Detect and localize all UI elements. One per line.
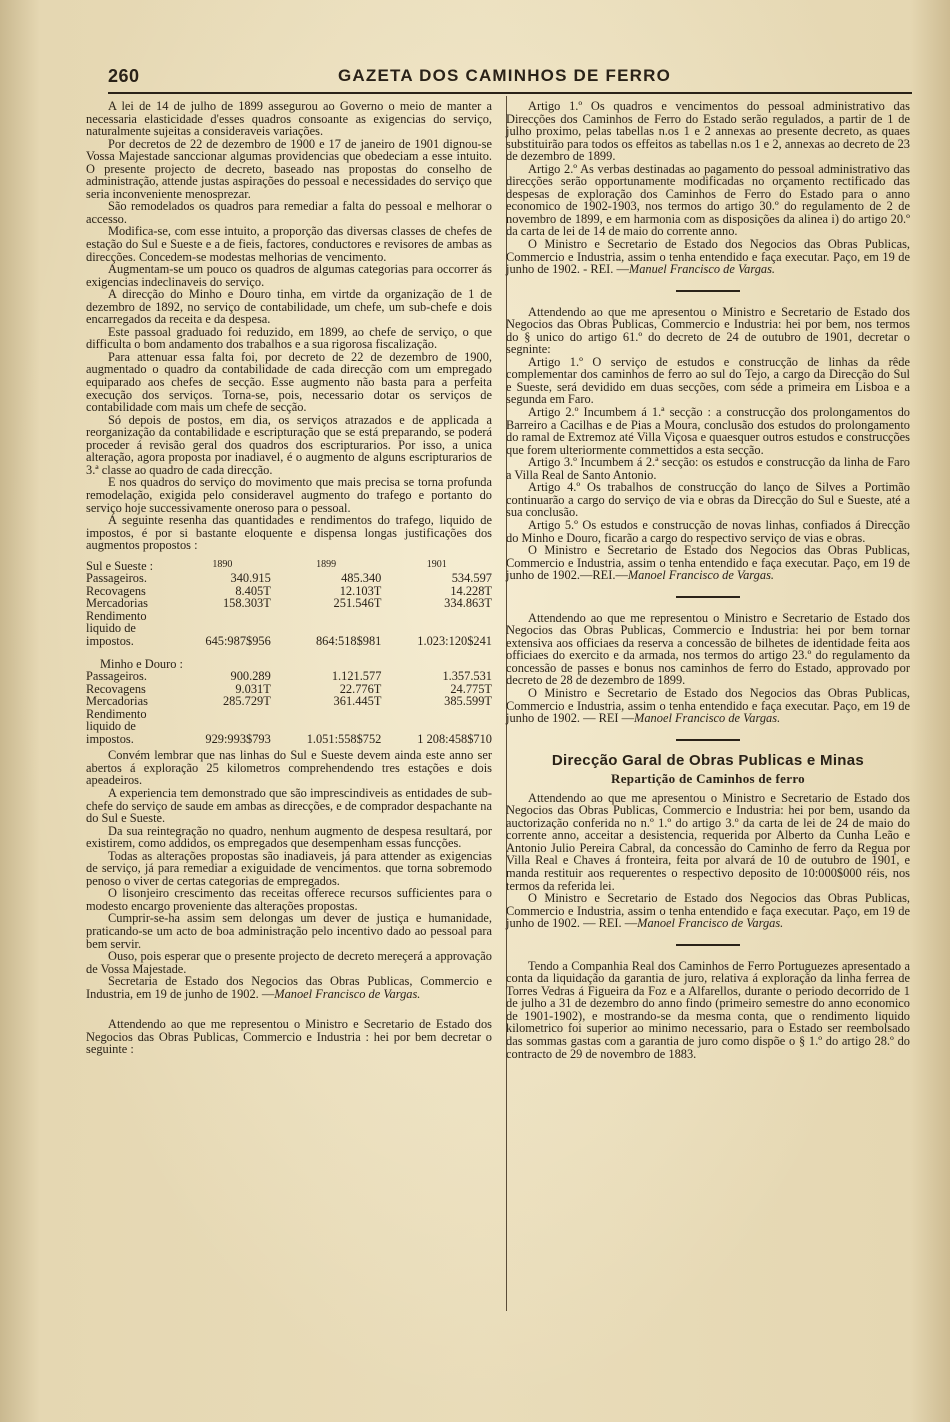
row-label: Rendimento liquido de impostos. <box>86 608 147 648</box>
table-cell: 9.031T <box>235 681 271 696</box>
paragraph: Attendendo ao que me apresentou o Ministro e Secretario de Estado dos Negocios das Obras Publicas, Commercio e Industria: hei por bem, nos termos do § unico do artigo 61.º do decreto de 24 de outubro de 1901, decretar o segninte: <box>506 304 910 357</box>
table-cell: 285.729T <box>222 694 271 709</box>
table-cell: 1.023:120$241 <box>417 633 492 648</box>
separator-rule <box>676 596 740 598</box>
table-cell: 12.103T <box>339 583 382 598</box>
table-row <box>86 695 492 708</box>
paragraph: Da sua reintegração no quadro, nenhum augmento de despesa resultará, por existirem, como addidos, os empregados que desempenham essas funcções. <box>86 823 492 851</box>
paragraph: Convém lembrar que nas linhas do Sul e Sueste devem ainda este anno ser abertos á exploração 25 kilometros comprehendendo tres estações e dois apeadeiros. <box>86 748 492 788</box>
table-row <box>86 597 492 610</box>
separator-rule <box>676 290 740 292</box>
table-section-title: Minho e Douro : <box>100 656 183 671</box>
header-rule <box>108 92 912 94</box>
paragraph <box>506 544 910 582</box>
row-label: Mercadorias <box>86 596 148 611</box>
paragraph-text: O Ministro e Secretario de Estado dos Negocios das Obras Publicas, Commercio e Industria, assim o tenha entendido e faça executar. Paço, em 19 de junho de 1902. — REI — <box>506 685 910 726</box>
paragraph: Artigo 5.º Os estudos e construcção de novas linhas, confiados á Direcção do Minho e Douro, ficarão a cargo do respectivo serviço de vias e obras. <box>506 517 910 545</box>
row-label: Recovagens <box>86 681 146 696</box>
table-cell: 340.915 <box>230 571 271 586</box>
table-section-title: Sul e Sueste : <box>86 558 154 573</box>
paragraph: Artigo 2.º Incumbem á 1.ª secção : a construcção dos prolongamentos do Barreiro a Cacilhas e de Pias a Moura, conclusão dos estudos do prolongamento do ramal de Extremoz até Villa Viçosa e quaesquer outros estudos e construcções que forem ulteriormente commettidos a esta secção. <box>506 405 910 457</box>
paragraph: Só depois de postos, em dia, os serviços atrazados e de applicada a reorganização da contabilidade e escripturação que se está preparando, se poderá proceder á revisão geral dos quadros dos escripturarios. Por isso, a unica alteração, agora proposta por inadiavel, é o augmento de alguns escripturarios de 3.ª classe ao quadro de cada direcção. <box>86 412 492 477</box>
table-cell: 385.599T <box>444 694 492 709</box>
table-cell: 22.776T <box>339 681 382 696</box>
paragraph <box>506 892 910 930</box>
paragraph: Artigo 3.º Incumbem á 2.ª secção: os estudos e construcção da linha de Faro a Villa Real de Santo Antonio. <box>506 455 910 482</box>
paragraph: A lei de 14 de julho de 1899 assegurou ao Governo o meio de manter a necessaria elasticidade d'esses quadros consoante as exigencias do serviço, naturalmente sujeitas a consideraveis variações. <box>86 99 492 139</box>
row-label: Recovagens <box>86 583 146 598</box>
paragraph: O lisonjeiro crescimento das receitas offerece recursos sufficientes para o modesto encargo proveniente das alterações propostas. <box>86 886 492 913</box>
table-cell: 929:993$793 <box>205 731 271 746</box>
paragraph: Por decretos de 22 de dezembro de 1900 e 17 de janeiro de 1901 dignou-se Vossa Majestade sanccionar algumas providencias que obedeciam a esse intuito. O presente projecto de decreto, baseado nas propostas do conselho de administração, attende justas aspirações do pessoal e necessidades do serviço que seria inconveniente menosprezar. <box>86 136 492 201</box>
journal-title: GAZETA DOS CAMINHOS DE FERRO <box>338 66 671 85</box>
table-row <box>86 572 492 585</box>
row-label: Mercadorias <box>86 694 148 709</box>
paragraph: Modifica-se, com esse intuito, a proporção das diversas classes de chefes de estação do Sul e Sueste e a de fieis, factores, conductores e revisores de ambas as direcções. Concedem-se modestas melhorias de vencimento. <box>86 224 492 264</box>
paragraph: A experiencia tem demonstrado que são imprescindiveis as entidades de sub-chefe do serviço de saude em ambas as direcções, e de comprador despachante na do Sul e Sueste. <box>86 785 492 826</box>
separator-rule <box>676 944 740 946</box>
section-heading: Direcção Garal de Obras Publicas e Minas <box>551 751 865 769</box>
table-cell: 14.228T <box>450 583 492 598</box>
signature: Manoel Francisco de Vargas. <box>627 568 774 583</box>
sub-heading: Repartição de Caminhos de ferro <box>611 771 805 787</box>
paragraph: A seguinte resenha das quantidades e rendimentos do trafego, liquido de impostos, é por si bastante eloquente e dispensa longas justificações dos augmentos propostos : <box>86 513 492 553</box>
paragraph-text: O Ministro e Secretario de Estado dos Negocios das Obras Publicas, Commercio e Industria, assim o tenha entendido e faça executar. Paço, em 19 de junho de 1902. — REI. — <box>506 891 910 931</box>
table-cell: 534.597 <box>451 571 492 586</box>
paragraph <box>506 238 910 276</box>
paragraph: Artigo 1.º O serviço de estudos e construcção de linhas da rêde complementar dos caminhos de ferro ao sul do Tejo, a cargo da Direcção do Sul e Sueste, será devidido em duas secções, com séde a primeira em Lisboa e a segunda em Faro. <box>506 354 910 407</box>
table-cell: 8.405T <box>235 583 271 598</box>
table-cell: 251.546T <box>333 596 382 611</box>
right-column <box>506 100 910 1060</box>
paragraph: A direcção do Minho e Douro tinha, em virtde da organização de 1 de dezembro de 1892, no serviço de contabilidade, um chefe, um sub-chefe e dois encarregados da receita e da despesa. <box>86 287 492 327</box>
signature: Manuel Francisco de Vargas. <box>628 262 776 277</box>
paragraph <box>506 687 910 725</box>
traffic-table <box>86 558 492 746</box>
table-cell: 24.775T <box>450 681 492 696</box>
table-cell: 158.303T <box>222 596 271 611</box>
table-cell: 1 208:458$710 <box>417 731 492 746</box>
table-row <box>86 610 492 648</box>
page-number: 260 <box>108 66 140 86</box>
table-cell: 1.051:558$752 <box>306 731 382 746</box>
signature: Manoel Francisco de Vargas. <box>634 711 781 726</box>
left-column <box>86 100 492 1056</box>
row-label: Rendimento liquido de impostos. <box>86 706 147 746</box>
paragraph: Attendendo ao que me representou o Ministro e Secretario de Estado dos Negocios das Obras Publicas, Commercio e Industria : hei por bem decretar o seguinte : <box>86 1017 492 1057</box>
paragraph: Todas as alterações propostas são inadiaveis, já para attender as exigencias de serviço, já para remediar a exiguidade de vencimentos. que torna sobremodo penoso o viver de certas categorias de empregados. <box>86 848 492 888</box>
paragraph: Artigo 1.º Os quadros e vencimentos do pessoal administrativo das Direcções dos Caminhos de Ferro do Estado serão regulados, a partir de 1 de julho proximo, pelas tabellas n.os 1 e 2 annexas ao presente decreto, as quaes substituirão para todos os effeitos as tabellas n.os 1 e 2, annexas ao decreto de 23 de dezembro de 1899. <box>506 99 910 164</box>
table-cell: 485.340 <box>341 571 382 586</box>
paragraph: Este passoal graduado foi reduzido, em 1899, ao chefe de serviço, o que difficulta o bom andamento dos trabalhos e a sua rigorosa fiscalização. <box>86 324 492 352</box>
table-cell: 361.445T <box>333 694 382 709</box>
paragraph-text: O Ministro e Secretario de Estado dos Negocios das Obras Publicas, Commercio e Industria, assim o tenha entendido e faça executar. Paço, em 19 de junho de 1902.—REI.— <box>506 543 910 583</box>
row-label: Passageiros. <box>86 571 147 586</box>
paragraph: Ouso, pois esperar que o presente projecto de decreto mereçerá a approvação de Vossa Majestade. <box>86 949 492 976</box>
paragraph-text: O Ministro e Secretario de Estado dos Negocios das Obras Publicas, Commercio e Industria, assim o tenha entendido e faça executar. Paço, em 19 de junho de 1902. - REI. — <box>506 237 910 277</box>
paragraph: São remodelados os quadros para remediar a falta do pessoal e melhorar o accesso. <box>86 199 492 226</box>
page-header <box>108 66 908 92</box>
table-row <box>86 708 492 746</box>
signature: Manoel Francisco de Vargas. <box>274 986 421 1001</box>
year-header: 1901 <box>426 558 447 570</box>
table-cell: 645:987$956 <box>205 633 271 648</box>
year-header: 1899 <box>316 558 337 570</box>
paragraph: Attendendo ao que me representou o Ministro e Secretario de Estado dos Negocios das Obras Publicas, Commercio e Industria: hei por bem tornar extensiva aos officiaes da reserva a concessão de bilhetes de identidade feita aos officiaes do exercito e da armada, nos termos do artigo 23.º do regulamento da concessão de passes e bonus nos caminhos de ferro do Estado, approvado por decreto de 28 de dezembro de 1899. <box>506 610 910 688</box>
table-cell: 1.121.577 <box>331 669 382 684</box>
table-cell: 864:518$981 <box>315 633 382 648</box>
paragraph: E nos quadros do serviço do movimento que mais precisa se torna profunda remodelação, exigida pelo consideravel augmento do trafego e portanto do serviço hoje successivamente oneroso para o pessoal. <box>86 475 492 515</box>
table-cell: 900.289 <box>230 669 271 684</box>
paragraph <box>86 975 492 1000</box>
year-header: 1890 <box>212 558 233 570</box>
separator-rule <box>676 739 740 741</box>
paragraph: Artigo 2.º As verbas destinadas ao pagamento do pessoal administrativo das direcções serão opportunamente modificadas no orçamento rectificado das despesas de exploração dos Caminhos de Ferro do Estado para o anno economico de 1902-1903, nos termos do artigo 30.º do regulamento de 2 de novembro de 1899, e em harmonia com as disposições da alinea i) do artigo 20.º da carta de lei de 14 de maio do corrente anno. <box>506 161 910 239</box>
paragraph: Artigo 4.º Os trabalhos de construcção do lanço de Silves a Portimão continuarão a cargo do serviço de via e obras da Direcção do Sul e Sueste, até a sua conclusão. <box>506 480 910 520</box>
table-row <box>86 670 492 683</box>
table-row <box>86 558 492 573</box>
paragraph: Para attenuar essa falta foi, por decreto de 22 de dezembro de 1900, augmentado o quadro da contabilidade de cada direcção com um empregado equiparado aos chefes de secção. Esse augmento não basta para a perfeita execução dos serviços. Torna-se, pois, necessario dotar os serviços de contabilidade com mais um chefe de secção. <box>86 349 492 415</box>
paragraph-text: Secretaria de Estado dos Negocios das Obras Publicas, Commercio e Industria, em 19 de junho de 1902. — <box>86 974 492 1001</box>
row-label: Passageiros. <box>86 669 147 684</box>
paragraph: Attendendo ao que me apresentou o Ministro e Secretario de Estado dos Negocios das Obras Publicas, Commercio e Industria: hei por bem, usando da auctorização conferida no n.º 1.º do artigo 3.º da carta de lei de 24 de maio do corrente anno, acceitar a desistencia, requerida por Alberto da Cunha Leão e Antonio Julio Pereira Cabral, da concessão do Caminho de ferro da Regua por Villa Real e Chaves á fronteira, feita por alvará de 10 de outubro de 1901, e manda restituir aos requerentes o respectivo deposito de 10:000$000 réis, nos termos da referida lei. <box>506 790 910 893</box>
table-cell: 1.357.531 <box>442 669 492 684</box>
paragraph: Augmentam-se um pouco os quadros de algumas categorias para occorrer ás exigencias indeclinaveis do serviço. <box>86 262 492 289</box>
paragraph: Tendo a Companhia Real dos Caminhos de Ferro Portuguezes apresentado a conta da liquidação da garantia de juro, relativa á exploração da linha ferrea de Torres Vedras á Figueira da Foz e a Alfarellos, durante o periodo decorrido de 1 de julho a 31 de dezembro do anno findo (primeiro semestre do anno economico de 1901-1902), e mostrando-se da mesma conta, que o rendimento liquido kilometrico foi superior ao minimo necessario, para o Estado ser reembolsado das sommas gastas com a garantia de juro como dispõe o § 1.º do artigo 28.º do contracto de 29 de novembro de 1883. <box>506 958 910 1061</box>
signature: Manoel Francisco de Vargas. <box>637 916 784 931</box>
table-cell: 334.863T <box>444 596 492 611</box>
spacer <box>86 1000 492 1018</box>
paragraph: Cumprir-se-ha assim sem delongas um dever de justiça e humanidade, praticando-se um acto de boa administração pelo incentivo dado ao pessoal para bem servir. <box>86 911 492 951</box>
